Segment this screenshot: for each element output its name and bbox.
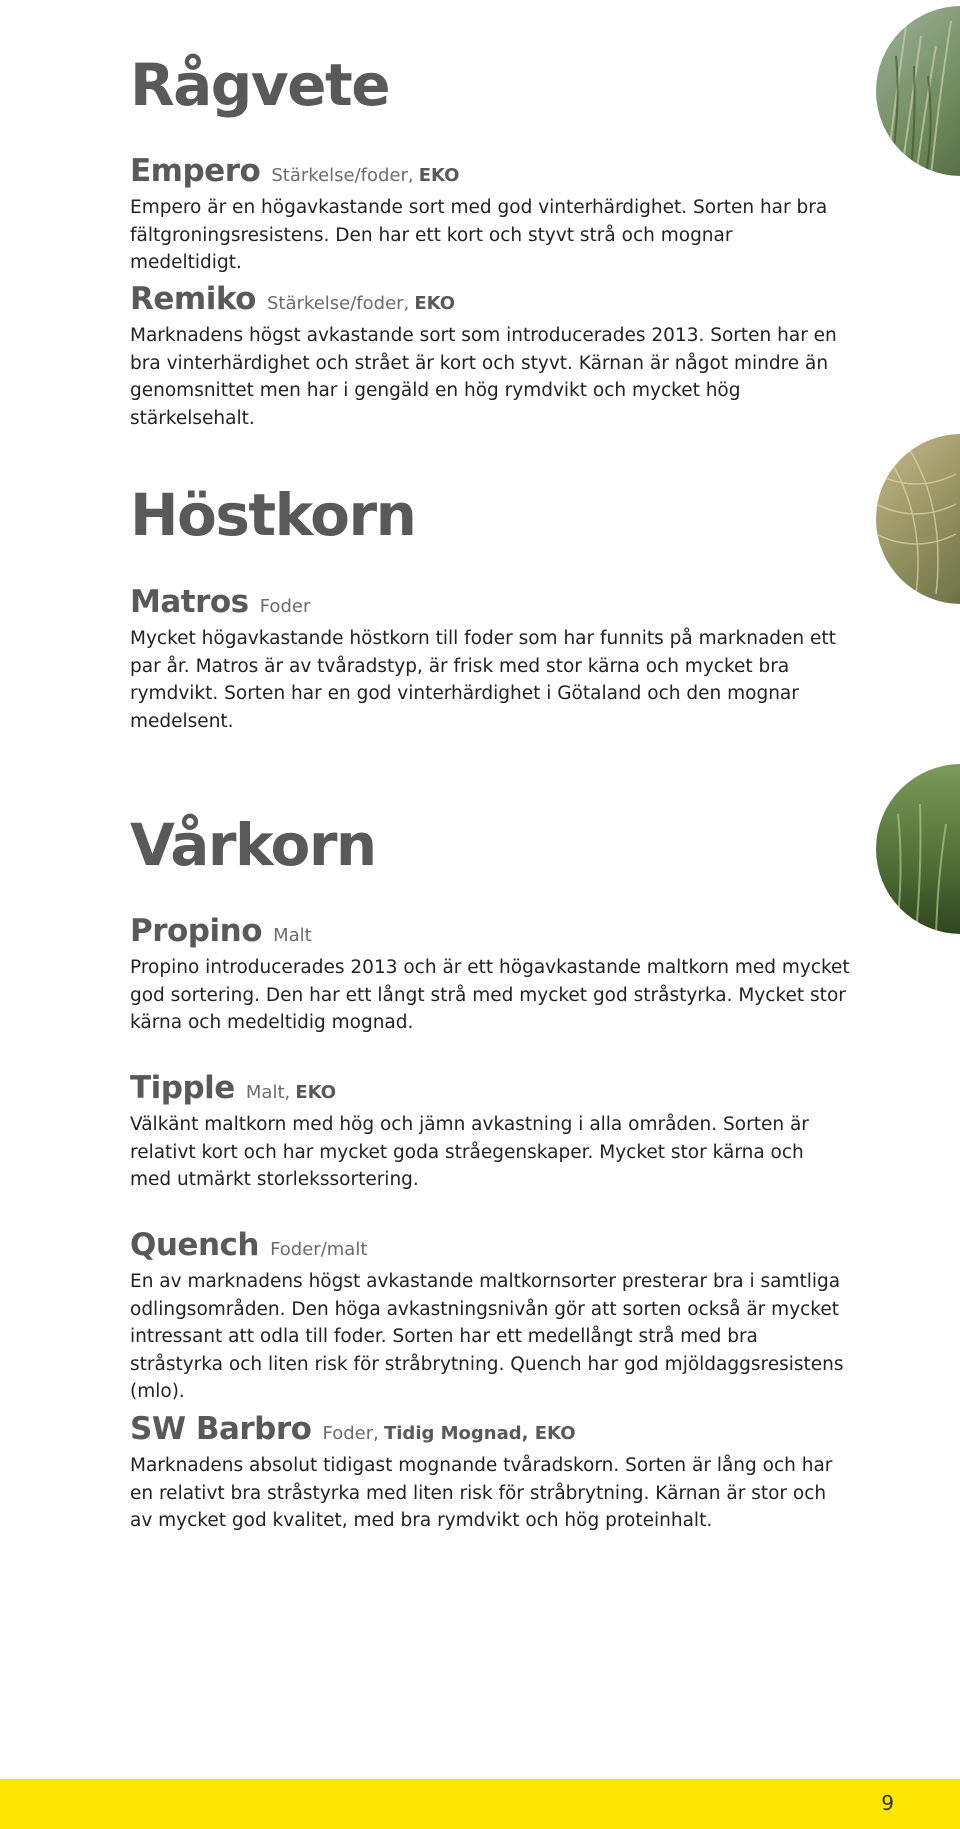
variety-heading: [130, 585, 850, 619]
variety-type: Foder,: [322, 1423, 379, 1444]
variety-tag: EKO: [418, 165, 460, 186]
variety-description: Propino introducerades 2013 och är ett högavkastande maltkorn med mycket god sortering. Den har ett långt strå med mycket god stråstyrka. Mycket stor kärna och medeltidig mognad.: [130, 957, 850, 1034]
variety-name: Remiko: [130, 281, 256, 317]
footer-bar: [0, 1779, 960, 1829]
variety-type: Stärkelse/foder,: [271, 165, 414, 186]
variety-name: SW Barbro: [130, 1411, 312, 1447]
variety-quench: [130, 1228, 850, 1406]
section-title-hostkorn: Höstkorn: [130, 481, 416, 549]
variety-description: Marknadens absolut tidigast mognande tvåradskorn. Sorten är lång och har en relativt bra stråstyrka med liten risk för stråbrytning. Kärnan är stor och av mycket god kvalitet, med bra rymdvikt och hög proteinhalt.: [130, 1455, 833, 1532]
variety-heading: [130, 282, 850, 316]
variety-name: Tipple: [130, 1070, 235, 1106]
variety-empero: [130, 154, 850, 277]
variety-description: En av marknadens högst avkastande maltkornsorter presterar bra i samtliga odlingsområden. Den höga avkastningsnivån gör att sorten också är mycket intressant att odla till foder. Sorten har ett medellångt strå med bra stråstyrka och liten risk för stråbrytning. Quench har god mjöldaggsresistens (mlo).: [130, 1271, 844, 1403]
variety-tipple: [130, 1071, 850, 1194]
variety-heading: [130, 1071, 850, 1105]
variety-type: Foder: [259, 596, 311, 617]
variety-heading: [130, 1228, 850, 1262]
variety-propino: [130, 914, 850, 1037]
barley-field-photo: [876, 434, 960, 604]
variety-sw-barbro: [130, 1412, 850, 1535]
variety-name: Propino: [130, 913, 262, 949]
variety-description: Empero är en högavkastande sort med god vinterhärdighet. Sorten har bra fältgroningsresistens. Den har ett kort och styvt strå och mognar medeltidigt.: [130, 197, 828, 274]
variety-type: Stärkelse/foder,: [267, 293, 410, 314]
variety-remiko: [130, 282, 850, 432]
variety-name: Empero: [130, 153, 261, 189]
variety-type: Foder/malt: [270, 1239, 368, 1260]
page-number: 9: [881, 1791, 894, 1815]
section-title-ragvete: Rågvete: [130, 51, 390, 119]
variety-description: Mycket högavkastande höstkorn till foder som har funnits på marknaden ett par år. Matros är av tvåradstyp, är frisk med stor kärna och mycket bra rymdvikt. Sorten har en god vinterhärdighet i Götaland och den mognar medelsent.: [130, 628, 836, 732]
variety-heading: [130, 914, 850, 948]
variety-description: Marknadens högst avkastande sort som introducerades 2013. Sorten har en bra vinterhärdighet och strået är kort och styvt. Kärnan är något mindre än genomsnittet men har i gengäld en hög rymdvikt och mycket hög stärkelsehalt.: [130, 325, 837, 429]
variety-description: Välkänt maltkorn med hög och jämn avkastning i alla områden. Sorten är relativt kort och har mycket goda stråegenskaper. Mycket stor kärna och med utmärkt storlekssortering.: [130, 1114, 809, 1191]
variety-name: Matros: [130, 584, 249, 620]
variety-type: Malt,: [245, 1082, 291, 1103]
variety-tag: Tidig Mognad, EKO: [383, 1423, 576, 1444]
variety-tag: EKO: [414, 293, 456, 314]
green-barley-photo: [876, 764, 960, 934]
variety-heading: [130, 1412, 850, 1446]
variety-tag: EKO: [295, 1082, 337, 1103]
variety-heading: [130, 154, 850, 188]
section-title-varkorn: Vårkorn: [130, 811, 376, 879]
wheat-field-photo: [876, 6, 960, 176]
variety-name: Quench: [130, 1227, 259, 1263]
variety-type: Malt: [273, 925, 312, 946]
variety-matros: [130, 585, 850, 735]
